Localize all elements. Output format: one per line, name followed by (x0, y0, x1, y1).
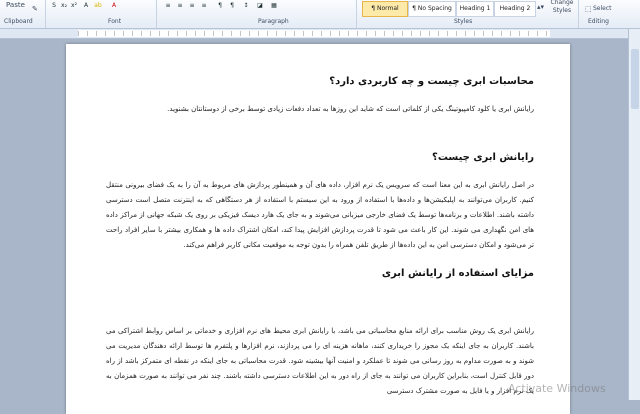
group-paragraph: Paragraph (258, 18, 289, 25)
ribbon (0, 0, 640, 29)
select-icon[interactable]: ⬚ (585, 5, 592, 13)
heading-2: رایانش ابری چیست؟ (432, 152, 534, 163)
horizontal-ruler[interactable] (0, 29, 640, 39)
shading-button[interactable]: ◪ (257, 2, 263, 9)
borders-button[interactable]: ▦ (271, 2, 277, 9)
heading-1: محاسبات ابری چیست و چه کاربردی دارد؟ (329, 76, 534, 87)
group-styles: Styles (454, 18, 473, 25)
paste-button[interactable]: Paste (6, 1, 25, 9)
scrollbar-thumb[interactable] (631, 49, 639, 109)
styles-scroll-icon[interactable]: ▴▾ (537, 3, 545, 11)
font-color-button[interactable]: A (111, 2, 117, 9)
subscript-button[interactable]: x₂ (61, 2, 67, 9)
align-right-button[interactable]: ≡ (189, 2, 195, 9)
align-left-button[interactable]: ≡ (165, 2, 171, 9)
select-button[interactable]: Select (593, 5, 612, 12)
paragraph-3: رایانش ابری یک روش مناسب برای ارائه منابع محاسباتی می باشد، با رایانش ابری محیط های نرم افزاری و خدماتی بر اساس روابط اشتراکی می باشند. کاربران به جای اینکه یک مجوز را خریداری کنند، ماهانه هزینه ای را می پردازند، نرم افزارها و پلتفرم ها توسط ارائه دهندگان مدیریت می شوند و به صورت مداوم به روز رسانی می شوند تا عملکرد و امنیت آنها بیشینه شود. قدرت محاسباتی به جای اینکه در نقطه ای متمرکز باشد از راه دور قابل کنترل است، بنابراین کاربران می توانند به جای از راه دور به این اطلاعات دسترسی داشته باشند. چند نفر می توانند به صورت همزمان به یک نرم افزار و یا فایل به صورت مشترک دسترسی (106, 327, 534, 395)
document-page[interactable] (66, 44, 570, 414)
clipboard-area (0, 0, 44, 17)
heading-3: مزایای استفاده از رایانش ابری (381, 268, 534, 279)
group-labels (0, 17, 640, 28)
superscript-button[interactable]: x² (71, 2, 77, 9)
format-painter-icon[interactable]: ✎ (32, 5, 38, 13)
style-normal[interactable]: ¶ Normal (362, 1, 408, 17)
line-spacing-button[interactable]: ↕ (243, 2, 249, 9)
style-heading-1[interactable]: Heading 1 (456, 1, 494, 17)
group-font: Font (108, 18, 122, 25)
change-styles-button[interactable]: Change Styles (550, 0, 574, 14)
justify-button[interactable]: ≡ (201, 2, 207, 9)
rtl-button[interactable]: ¶ (230, 2, 234, 9)
text-effects-button[interactable]: A (83, 2, 89, 9)
strikethrough-button[interactable]: S (52, 2, 56, 9)
ltr-button[interactable]: ¶ (218, 2, 222, 9)
align-center-button[interactable]: ≡ (177, 2, 183, 9)
vertical-scrollbar[interactable] (628, 29, 640, 400)
ruler-ticks (78, 31, 550, 36)
paragraph-1: رایانش ابری یا کلود کامپیوتینگ یکی از کلماتی است که شاید این روزها به تعداد دفعات زیادی توسط برخی از دوستانتان بشنوید. (167, 105, 534, 113)
group-editing: Editing (588, 18, 609, 25)
paragraph-2: در اصل رایانش ابری به این معنا است که سرویس یک نرم افزار، داده های آن و همینطور پردازش های مربوط به آن را به یک فضای بیرونی منتقل کنیم. کاربران می‌توانند به اپلیکیشن‌ها و داده‌ها با استفاده از ورود به این سیستم با استفاده از هر دستگاهی که به اینترنت متصل است دسترسی داشته باشند. اطلاعات و برنامه‌ها توسط یک فضای خارجی میزبانی می‌شوند و به جای یک هارد دیسک فیزیکی بر روی یک شبکه جهانی از مراکز داده های امن نگهداری می شوند. این کار باعث می شود تا قدرت پردازش افزایش پیدا کند، امکان اشتراک داده ها و همکاری بیشتر با سایر افراد راحت تر می‌شود و امکان دسترسی امن به این داده‌ها از طریق تلفن همراه را بدون توجه به موقعیت مکانی کاربر فراهم می‌کند. (106, 181, 534, 249)
style-no-spacing[interactable]: ¶ No Spacing (408, 1, 456, 17)
activation-watermark: Activate Windows (508, 382, 606, 395)
group-clipboard: Clipboard (4, 18, 33, 25)
style-heading-2[interactable]: Heading 2 (494, 1, 536, 17)
highlight-color-button[interactable]: ab (94, 2, 102, 9)
